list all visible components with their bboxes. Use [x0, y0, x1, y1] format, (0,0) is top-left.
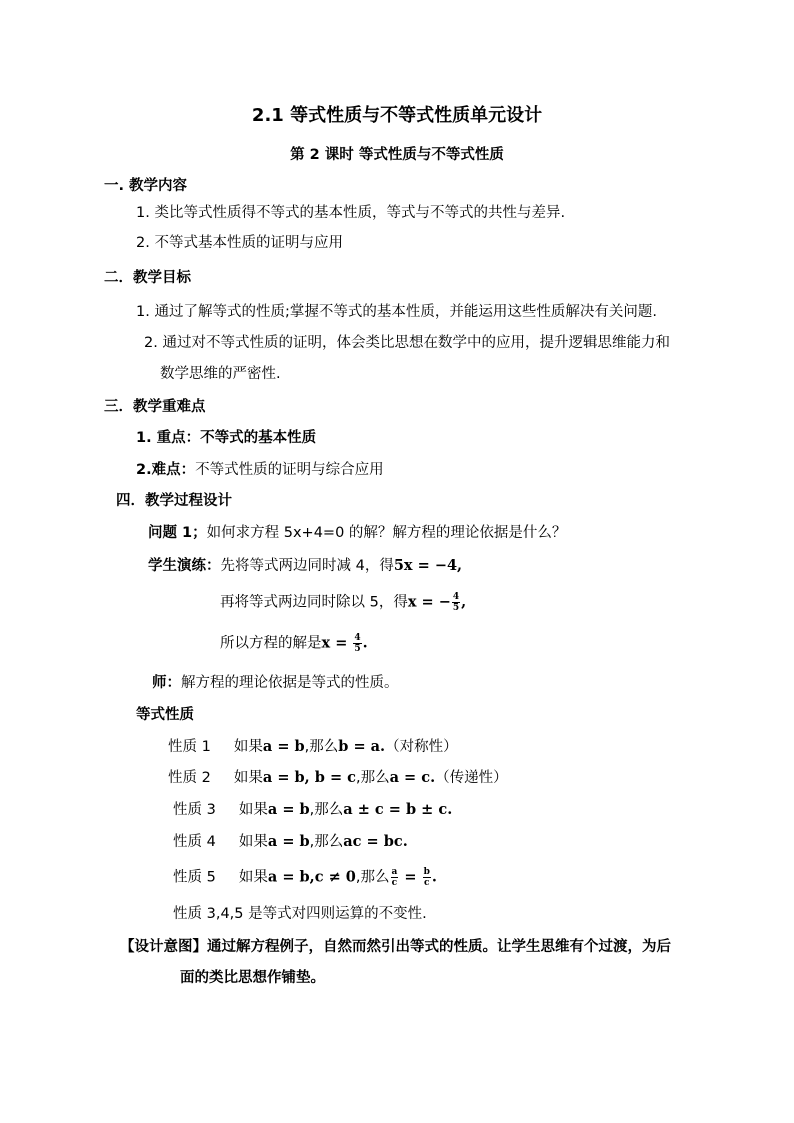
drill-step-3 [220, 633, 368, 654]
teacher-remark [152, 673, 399, 693]
drill-step-3-equation: x = [321, 634, 353, 652]
page-subtitle: 第 2 课时 等式性质与不等式性质 [290, 147, 504, 163]
property-5-fraction-b [423, 867, 431, 888]
drill-step-3-fraction [353, 633, 361, 654]
fraction-numerator: b [423, 867, 430, 877]
question-1-label: 问题 1； [148, 525, 207, 541]
property-text: 如果 [233, 770, 263, 786]
properties-heading: 等式性质 [136, 707, 194, 723]
drill-step-2 [220, 592, 466, 613]
property-math: a = b [267, 801, 310, 818]
drill-step-2-text: 再将等式两边同时除以 5，得 [220, 594, 408, 611]
content-item-1: 1. 类比等式性质得不等式的基本性质，等式与不等式的共性与差异. [136, 205, 566, 221]
section-heading-process: 四．教学过程设计 [116, 493, 232, 509]
design-intent-cont: 面的类比思想作铺垫。 [180, 970, 325, 986]
fraction-denominator: 5 [354, 644, 361, 654]
property-math: . [431, 868, 437, 886]
difficult-point [136, 460, 384, 480]
property-note: （对称性） [385, 739, 458, 755]
fraction-numerator: a [391, 867, 398, 877]
question-1 [148, 523, 566, 543]
key-point-label: 1. 重点： [136, 430, 201, 446]
goal-item-1: 1. 通过了解等式的性质;掌握不等式的基本性质，并能运用这些性质解决有关问题. [136, 304, 657, 320]
design-intent: 【设计意图】通过解方程例子，自然而然引出等式的性质。让学生思维有个过渡，为后 [120, 939, 671, 955]
fraction-numerator: 4 [452, 592, 460, 602]
drill-step-2-equation: x = − [407, 593, 451, 611]
property-math: ac = bc. [343, 833, 408, 850]
property-label: 性质 4 [173, 834, 216, 850]
property-math: b = a. [338, 738, 386, 755]
difficult-point-label: 2.难点： [136, 462, 196, 478]
properties-note: 性质 3,4,5 是等式对四则运算的不变性. [173, 906, 427, 922]
student-drill-equation: 5x = −4, [393, 557, 463, 574]
property-math: a = b,c ≠ 0 [267, 868, 356, 886]
property-text: 如果 [238, 802, 268, 818]
section-heading-key-points: 三．教学重难点 [104, 399, 206, 415]
drill-step-2-fraction [452, 592, 460, 613]
student-drill-label: 学生演练： [148, 558, 221, 574]
student-drill-text: 先将等式两边同时减 4，得 [220, 558, 394, 574]
key-point [136, 428, 316, 448]
teacher-label: 师： [152, 675, 181, 691]
drill-step-3-end: . [362, 634, 368, 652]
property-text: ,那么 [355, 869, 390, 886]
property-math: a ± c = b ± c. [343, 801, 453, 818]
teacher-text: 解方程的理论依据是等式的性质。 [181, 675, 399, 691]
fraction-denominator: c [424, 878, 430, 888]
fraction-numerator: 4 [354, 633, 361, 643]
property-text: 如果 [238, 834, 268, 850]
property-math: a = c. [389, 769, 436, 786]
drill-step-2-end: , [461, 593, 467, 611]
property-text: ,那么 [304, 739, 339, 755]
property-1 [168, 737, 458, 757]
property-text: 如果 [233, 739, 263, 755]
content-item-2: 2. 不等式基本性质的证明与应用 [136, 235, 343, 251]
goal-item-2: 2. 通过对不等式性质的证明，体会类比思想在数学中的应用，提升逻辑思维能力和 [144, 335, 670, 351]
property-2 [168, 768, 508, 788]
property-math: a = b [267, 833, 310, 850]
property-text: ,那么 [309, 802, 344, 818]
question-1-text: 如何求方程 5x+4=0 的解？解方程的理论依据是什么？ [206, 525, 567, 541]
property-math: = [399, 868, 422, 886]
property-math: a = b [262, 738, 305, 755]
section-heading-goals: 二．教学目标 [104, 270, 191, 286]
property-text: 如果 [238, 869, 268, 886]
fraction-denominator: 5 [452, 603, 460, 613]
property-5 [173, 867, 437, 888]
drill-step-3-text: 所以方程的解是 [220, 635, 322, 652]
key-point-text: 不等式的基本性质 [200, 430, 317, 446]
property-label: 性质 2 [168, 770, 211, 786]
property-4 [173, 832, 408, 852]
property-text: ,那么 [355, 770, 390, 786]
property-math: a = b, b = c [262, 769, 356, 786]
property-3 [173, 800, 452, 820]
property-text: ,那么 [309, 834, 344, 850]
section-heading-content: 一. 教学内容 [104, 178, 188, 194]
page-title: 2.1 等式性质与不等式性质单元设计 [251, 105, 543, 126]
property-label: 性质 1 [168, 739, 211, 755]
property-5-fraction-a [391, 867, 399, 888]
student-drill [148, 556, 462, 576]
difficult-point-text: 不等式性质的证明与综合应用 [195, 462, 384, 478]
goal-item-2-cont: 数学思维的严密性. [160, 366, 281, 382]
fraction-denominator: c [391, 878, 398, 888]
property-label: 性质 3 [173, 802, 216, 818]
property-note: （传递性） [435, 770, 508, 786]
property-label: 性质 5 [173, 869, 216, 886]
